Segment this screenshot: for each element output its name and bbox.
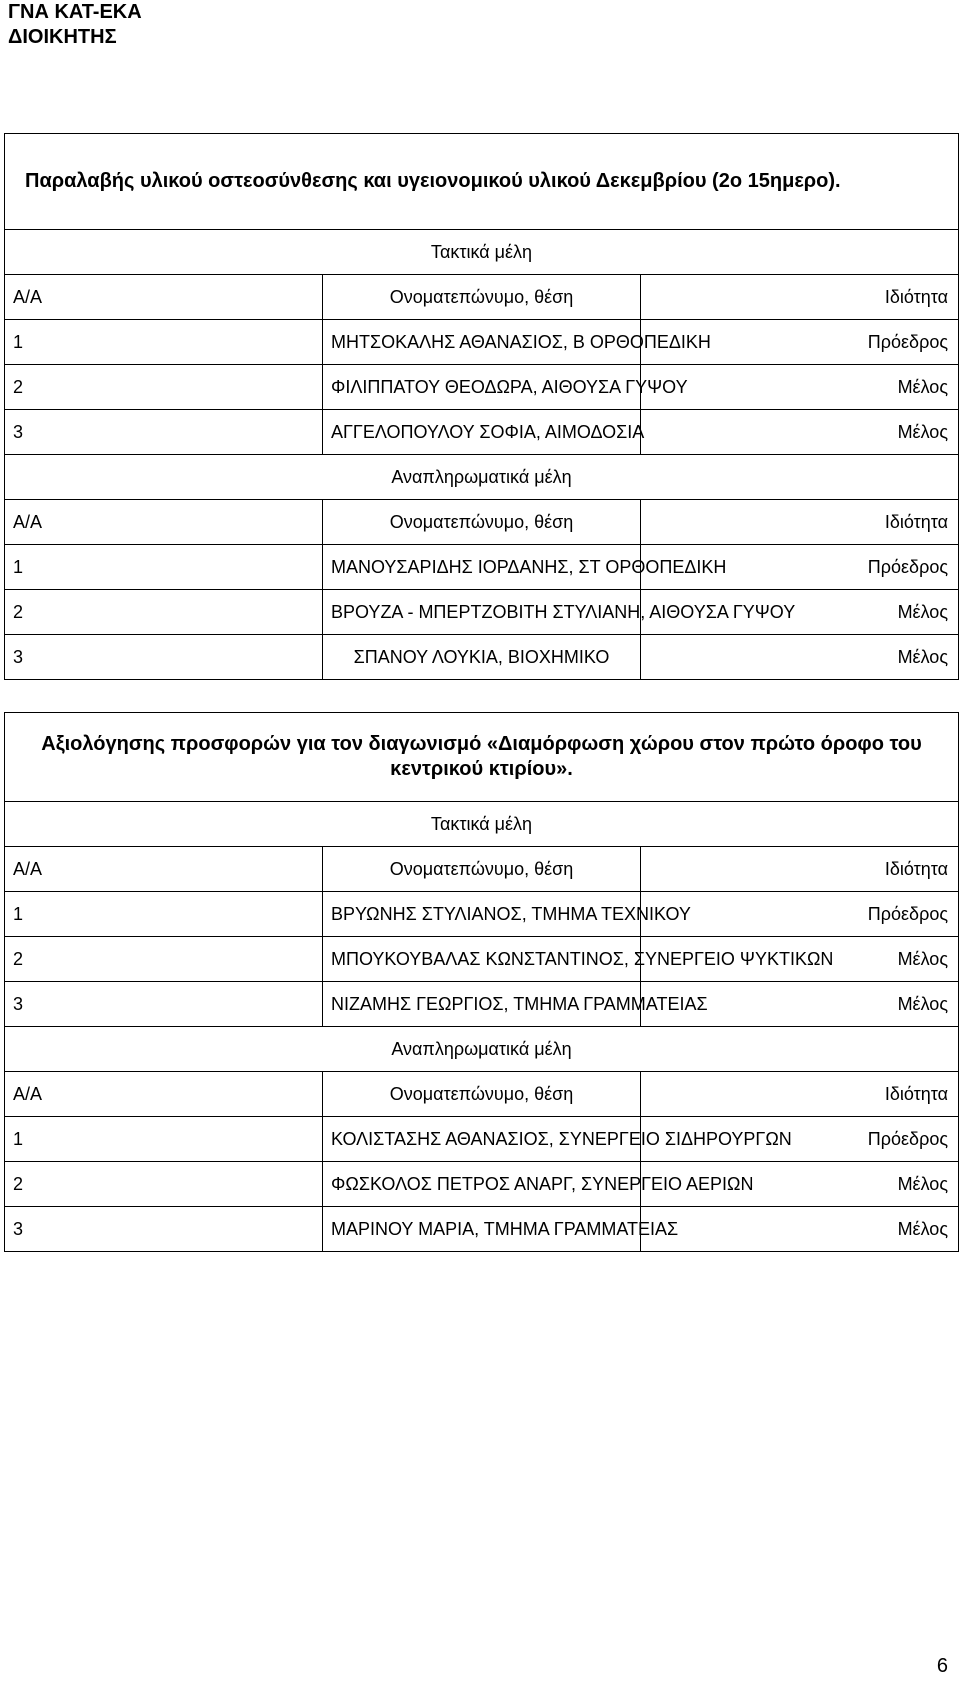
member-name: ΜΑΝΟΥΣΑΡΙΔΗΣ ΙΟΡΔΑΝΗΣ, ΣΤ ΟΡΘΟΠΕΔΙΚΗ bbox=[323, 545, 641, 590]
column-header-num: Α/Α bbox=[5, 500, 323, 545]
table-row bbox=[5, 892, 959, 937]
member-role: Μέλος bbox=[641, 410, 959, 455]
member-role: Μέλος bbox=[641, 1207, 959, 1252]
member-name: ΒΡΥΩΝΗΣ ΣΤΥΛΙΑΝΟΣ, ΤΜΗΜΑ ΤΕΧΝΙΚΟΥ bbox=[323, 892, 641, 937]
column-header-role: Ιδιότητα bbox=[641, 500, 959, 545]
column-header-name: Ονοματεπώνυμο, θέση bbox=[323, 1072, 641, 1117]
member-name: ΜΗΤΣΟΚΑΛΗΣ ΑΘΑΝΑΣΙΟΣ, Β ΟΡΘΟΠΕΔΙΚΗ bbox=[323, 320, 641, 365]
column-header-role: Ιδιότητα bbox=[641, 847, 959, 892]
section-row bbox=[5, 1027, 959, 1072]
member-name: ΦΙΛΙΠΠΑΤΟΥ ΘΕΟΔΩΡΑ, ΑΙΘΟΥΣΑ ΓΥΨΟΥ bbox=[323, 365, 641, 410]
member-name: ΦΩΣΚΟΛΟΣ ΠΕΤΡΟΣ ΑΝΑΡΓ, ΣΥΝΕΡΓΕΙΟ ΑΕΡΙΩΝ bbox=[323, 1162, 641, 1207]
member-num: 1 bbox=[5, 320, 323, 365]
regular-members-label: Τακτικά μέλη bbox=[5, 230, 959, 275]
member-num: 2 bbox=[5, 590, 323, 635]
substitute-members-label: Αναπληρωματικά μέλη bbox=[5, 455, 959, 500]
section-row bbox=[5, 230, 959, 275]
member-role: Πρόεδρος bbox=[641, 545, 959, 590]
table-row bbox=[5, 545, 959, 590]
column-header-name: Ονοματεπώνυμο, θέση bbox=[323, 847, 641, 892]
table-row bbox=[5, 320, 959, 365]
header-line-1: ΓΝΑ ΚΑΤ-ΕΚΑ bbox=[8, 1, 142, 23]
committee-title: Παραλαβής υλικού οστεοσύνθεσης και υγειονομικού υλικού Δεκεμβρίου (2ο 15ημερο). bbox=[5, 134, 959, 230]
member-num: 3 bbox=[5, 982, 323, 1027]
section-row bbox=[5, 802, 959, 847]
committee-title-row bbox=[5, 713, 959, 802]
member-name: ΑΓΓΕΛΟΠΟΥΛΟΥ ΣΟΦΙΑ, ΑΙΜΟΔΟΣΙΑ bbox=[323, 410, 641, 455]
committee-table-1 bbox=[4, 133, 959, 680]
member-num: 3 bbox=[5, 635, 323, 680]
table-row bbox=[5, 937, 959, 982]
member-num: 2 bbox=[5, 937, 323, 982]
header-line-2: ΔΙΟΙΚΗΤΗΣ bbox=[8, 26, 117, 48]
member-num: 2 bbox=[5, 1162, 323, 1207]
column-header-role: Ιδιότητα bbox=[641, 1072, 959, 1117]
member-name: ΒΡΟΥΖΑ - ΜΠΕΡΤΖΟΒΙΤΗ ΣΤΥΛΙΑΝΗ, ΑΙΘΟΥΣΑ ΓΥΨΟΥ bbox=[323, 590, 641, 635]
member-name: ΚΟΛΙΣΤΑΣΗΣ ΑΘΑΝΑΣΙΟΣ, ΣΥΝΕΡΓΕΙΟ ΣΙΔΗΡΟΥΡΓΩΝ bbox=[323, 1117, 641, 1162]
column-header-name: Ονοματεπώνυμο, θέση bbox=[323, 275, 641, 320]
member-name: ΣΠΑΝΟΥ ΛΟΥΚΙΑ, ΒΙΟΧΗΜΙΚΟ bbox=[323, 635, 641, 680]
member-role: Μέλος bbox=[641, 937, 959, 982]
member-num: 3 bbox=[5, 410, 323, 455]
member-role: Πρόεδρος bbox=[641, 892, 959, 937]
table-row bbox=[5, 1162, 959, 1207]
member-role: Μέλος bbox=[641, 590, 959, 635]
member-name: ΜΠΟΥΚΟΥΒΑΛΑΣ ΚΩΝΣΤΑΝΤΙΝΟΣ, ΣΥΝΕΡΓΕΙΟ ΨΥΚΤΙΚΩΝ bbox=[323, 937, 641, 982]
column-header-num: Α/Α bbox=[5, 847, 323, 892]
member-name: ΜΑΡΙΝΟΥ ΜΑΡΙΑ, ΤΜΗΜΑ ΓΡΑΜΜΑΤΕΙΑΣ bbox=[323, 1207, 641, 1252]
committee-title: Αξιολόγησης προσφορών για τον διαγωνισμό «Διαμόρφωση χώρου στον πρώτο όροφο του κεντρικού κτιρίου». bbox=[5, 713, 959, 802]
member-role: Πρόεδρος bbox=[641, 320, 959, 365]
member-num: 3 bbox=[5, 1207, 323, 1252]
member-num: 1 bbox=[5, 1117, 323, 1162]
column-header-num: Α/Α bbox=[5, 275, 323, 320]
committee-title-row bbox=[5, 134, 959, 230]
table-row bbox=[5, 982, 959, 1027]
regular-members-label: Τακτικά μέλη bbox=[5, 802, 959, 847]
column-header-row bbox=[5, 500, 959, 545]
member-role: Μέλος bbox=[641, 635, 959, 680]
member-num: 1 bbox=[5, 545, 323, 590]
member-name: ΝΙΖΑΜΗΣ ΓΕΩΡΓΙΟΣ, ΤΜΗΜΑ ΓΡΑΜΜΑΤΕΙΑΣ bbox=[323, 982, 641, 1027]
member-num: 1 bbox=[5, 892, 323, 937]
table-row bbox=[5, 1117, 959, 1162]
table-row bbox=[5, 590, 959, 635]
section-row bbox=[5, 455, 959, 500]
column-header-num: Α/Α bbox=[5, 1072, 323, 1117]
member-role: Μέλος bbox=[641, 1162, 959, 1207]
table-row bbox=[5, 410, 959, 455]
column-header-role: Ιδιότητα bbox=[641, 275, 959, 320]
table-row bbox=[5, 635, 959, 680]
member-role: Μέλος bbox=[641, 365, 959, 410]
column-header-row bbox=[5, 847, 959, 892]
column-header-row bbox=[5, 275, 959, 320]
column-header-name: Ονοματεπώνυμο, θέση bbox=[323, 500, 641, 545]
page-number: 6 bbox=[936, 1655, 948, 1677]
document-header bbox=[8, 0, 142, 50]
member-role: Πρόεδρος bbox=[641, 1117, 959, 1162]
table-row bbox=[5, 365, 959, 410]
member-num: 2 bbox=[5, 365, 323, 410]
committee-table-2 bbox=[4, 712, 959, 1252]
table-row bbox=[5, 1207, 959, 1252]
member-role: Μέλος bbox=[641, 982, 959, 1027]
column-header-row bbox=[5, 1072, 959, 1117]
substitute-members-label: Αναπληρωματικά μέλη bbox=[5, 1027, 959, 1072]
